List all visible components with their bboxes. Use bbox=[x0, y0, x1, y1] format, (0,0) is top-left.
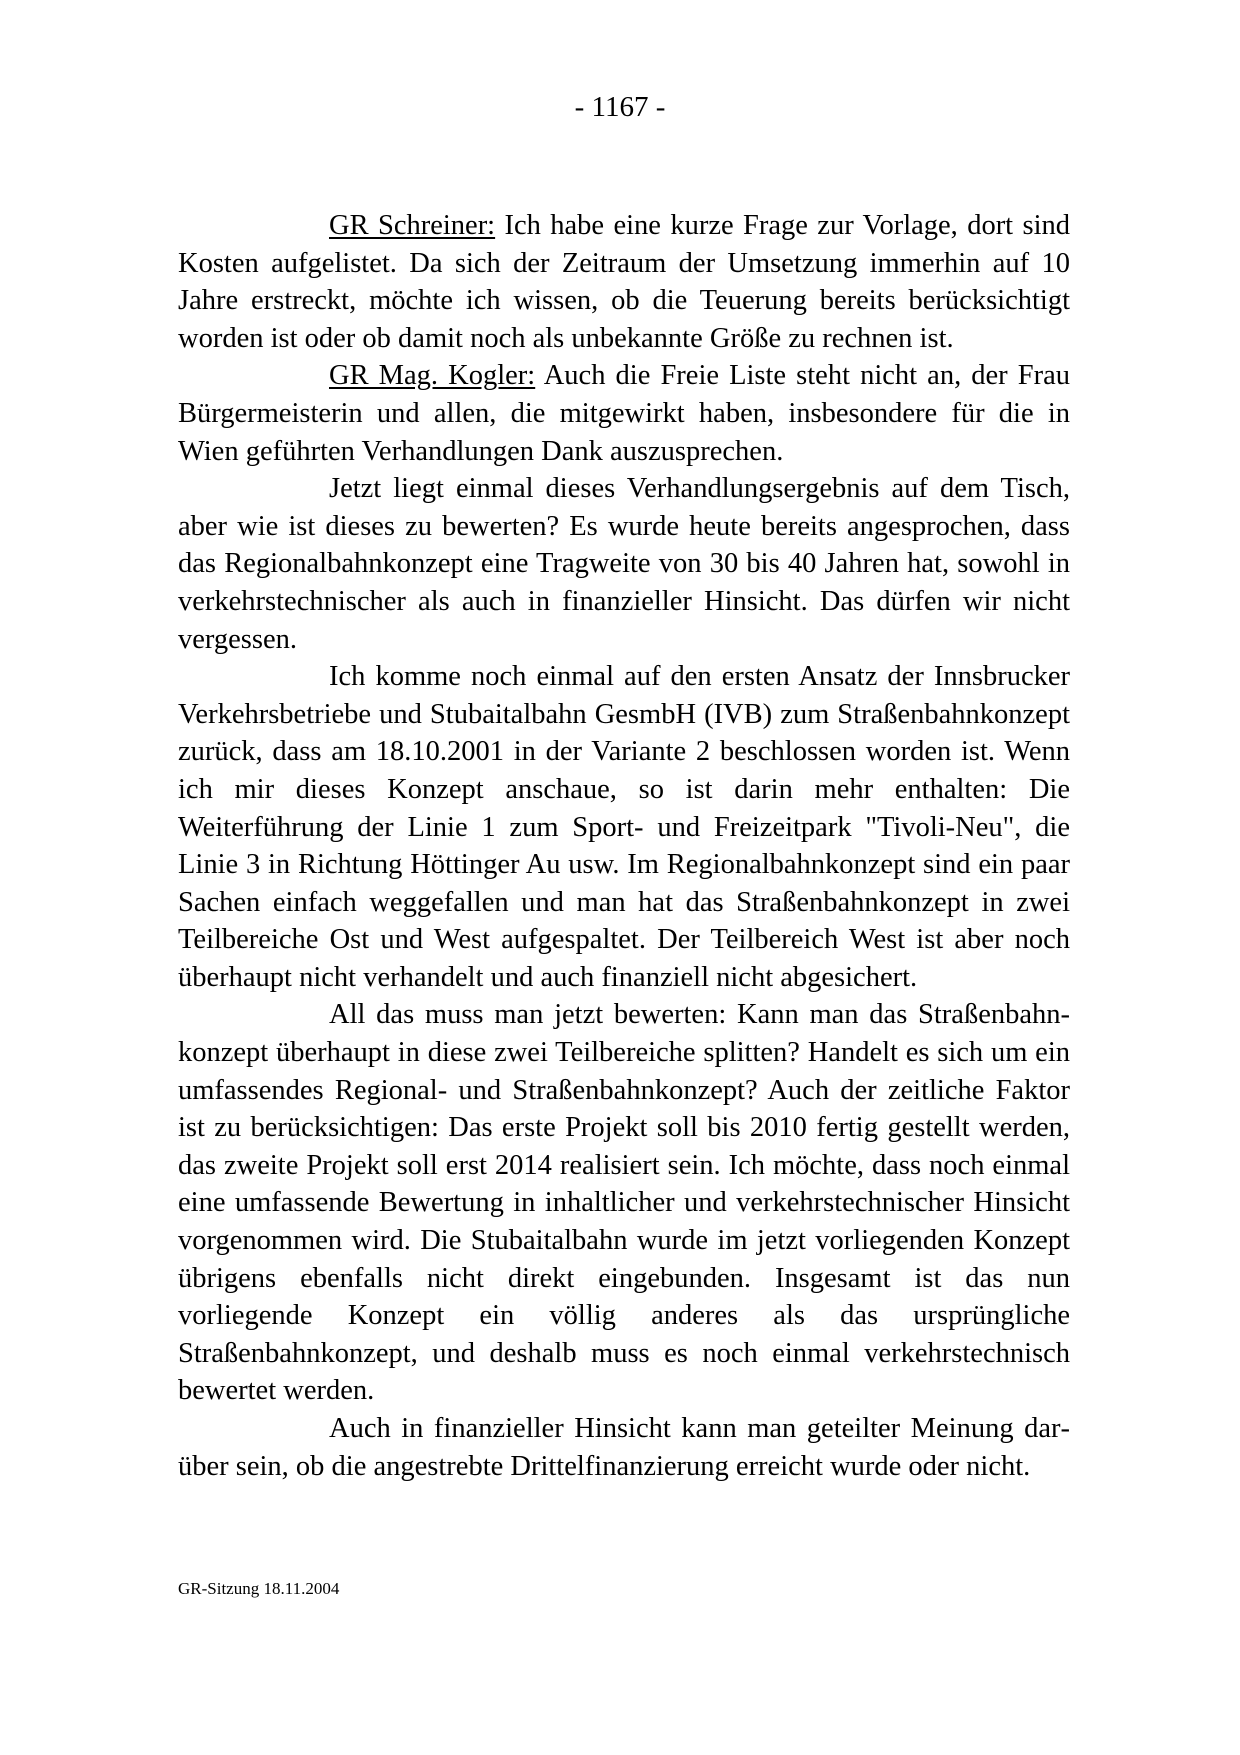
paragraph-text: Auch die Freie Liste steht nicht an, der Frau Bürgermeisterin und allen, die mitgewirkt haben, insbesondere für die in Wien geführten Verhandlungen Dank auszusprechen. bbox=[178, 360, 1070, 467]
paragraph-schreiner bbox=[178, 207, 1070, 357]
paragraph-text: Ich habe eine kurze Frage zur Vorlage, dort sind Kosten aufgelistet. Da sich der Zeitraum der Umsetzung immerhin auf 10 Jahre erstreckt, möchte ich wissen, ob die Teuerung bereits berücksichtigt worden ist oder ob damit noch als unbekannte Größe zu rechnen ist. bbox=[178, 210, 1070, 354]
paragraph: Ich komme noch einmal auf den ersten Ansatz der Innsbrucker Verkehrsbetriebe und Stubaitalbahn GesmbH (IVB) zum Straßenbahnkonzept zurück, dass am 18.10.2001 in der Variante 2 beschlossen worden ist. Wenn ich mir dieses Konzept anschaue, so ist darin mehr enthalten: Die Weiterführung der Linie 1 zum Sport- und Freizeitpark "Tivoli-Neu", die Linie 3 in Richtung Höttinger Au usw. Im Regionalbahnkonzept sind ein paar Sachen einfach weggefallen und man hat das Straßenbahnkonzept in zwei Teilbereiche Ost und West aufgespaltet. Der Teilbereich West ist aber noch überhaupt nicht verhandelt und auch finanziell nicht abgesichert. bbox=[178, 661, 1070, 993]
footer-session-date: GR-Sitzung 18.11.2004 bbox=[178, 1579, 340, 1598]
speaker-name: GR Mag. Kogler: bbox=[329, 360, 536, 392]
paragraph: Auch in finanzieller Hinsicht kann man geteilter Meinung darüber sein, ob die angestrebte Drittelfinanzierung erreicht wurde oder nicht. bbox=[178, 1413, 1070, 1482]
paragraph: Jetzt liegt einmal dieses Verhandlungsergebnis auf dem Tisch, aber wie ist dieses zu bewerten? Es wurde heute bereits angesprochen, dass das Regionalbahnkonzept eine Tragweite von 30 bis 40 Jahren hat, sowohl in verkehrstechnischer als auch in finanzieller Hinsicht. Das dürfen wir nicht vergessen. bbox=[178, 473, 1070, 655]
document-body bbox=[178, 207, 1070, 1485]
speaker-name: GR Schreiner: bbox=[329, 210, 496, 241]
paragraph-kogler bbox=[178, 357, 1070, 470]
paragraph: All das muss man jetzt bewerten: Kann man das Straßenbahnkonzept überhaupt in diese zwei Teilbereiche splitten? Handelt es sich um ein umfassendes Regional- und Straßenbahnkonzept? Auch der zeitliche Faktor ist zu berücksichtigen: Das erste Projekt soll bis 2010 fertig gestellt werden, das zweite Projekt soll erst 2014 realisiert sein. Ich möchte, dass noch einmal eine umfassende Bewertung in inhaltlicher und verkehrstechnischer Hinsicht vorgenommen wird. Die Stubaitalbahn wurde im jetzt vorliegenden Konzept übrigens ebenfalls nicht direkt eingebunden. Insgesamt ist das nun vorliegende Konzept ein völlig anderes als das ursprüngliche Straßenbahnkonzept, und deshalb muss es noch einmal verkehrstechnisch bewertet werden. bbox=[178, 999, 1070, 1407]
page-number: - 1167 - bbox=[574, 91, 666, 123]
